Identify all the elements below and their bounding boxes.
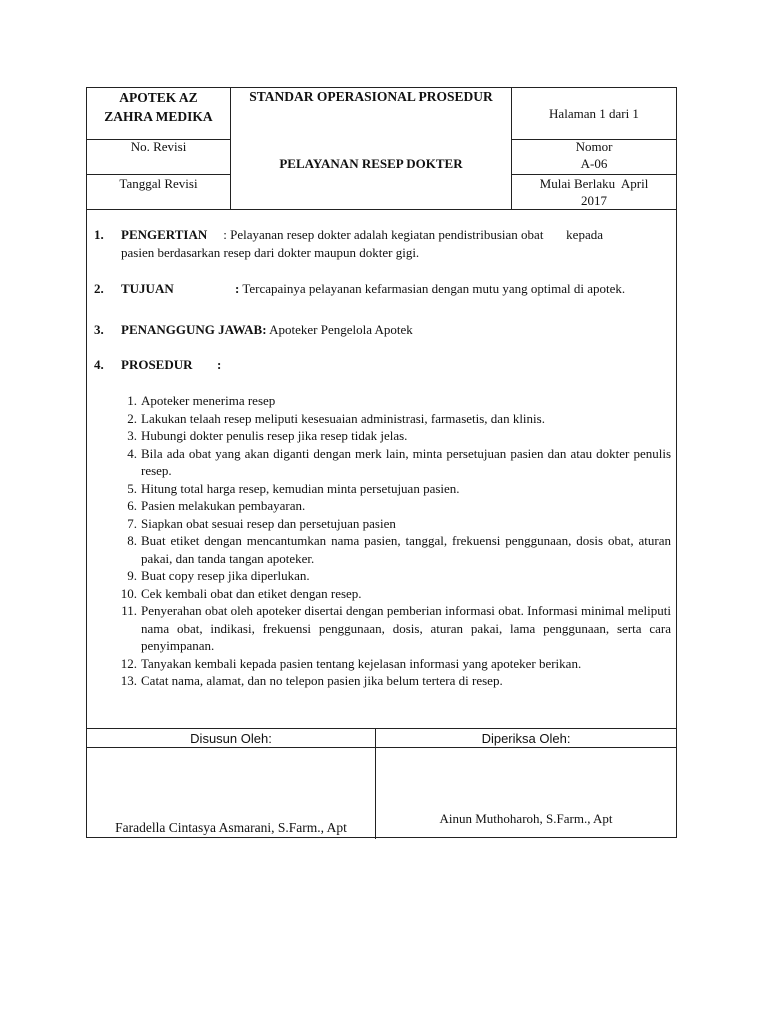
step-number: 5. [127, 480, 137, 496]
procedure-step [109, 445, 671, 480]
procedure-step [109, 480, 671, 498]
step-text: Siapkan obat sesuai resep dan persetujuan pasien [141, 515, 396, 531]
step-text: Catat nama, alamat, dan no telepon pasien jika belum tertera di resep. [141, 673, 503, 688]
sop-document [86, 87, 677, 838]
signature-divider [87, 747, 676, 748]
section-procedure [94, 356, 670, 374]
checked-by-name: Ainun Muthoharoh, S.Farm., Apt [439, 811, 613, 826]
procedure-step [109, 427, 671, 445]
header-table [87, 88, 676, 210]
number-value: A-06 [580, 156, 608, 171]
step-text: Buat etiket dengan mencantumkan nama pasien, tanggal, frekuensi penggunaan, dosis obat, aturan pakai, dan tanda tangan apoteker. [141, 533, 671, 566]
step-number: 13. [120, 673, 137, 688]
procedure-step [109, 585, 671, 603]
procedure-step [109, 655, 671, 673]
step-number: 6. [127, 498, 137, 513]
revision-date-label: Tanggal Revisi [119, 176, 198, 191]
section-text: Tercapainya pelayanan kefarmasian dengan mutu yang optimal di apotek. [242, 281, 626, 296]
step-text: Pasien melakukan pembayaran. [141, 498, 306, 513]
procedure-list [109, 392, 671, 690]
step-text: Lakukan telaah resep meliputi kesesuaian administrasi, farmasetis, dan klinis. [141, 410, 545, 426]
section-number: 1. [94, 227, 104, 242]
step-number: 10. [120, 585, 137, 601]
header-divider [230, 88, 231, 209]
prepared-by-name: Faradella Cintasya Asmarani, S.Farm., Apt [115, 820, 347, 835]
step-number: 2. [127, 410, 137, 426]
section-number: 3. [94, 322, 104, 337]
page-info: Halaman 1 dari 1 [549, 106, 639, 121]
step-text: Hubungi dokter penulis resep jika resep tidak jelas. [141, 428, 408, 443]
step-text: Apoteker menerima resep [141, 393, 276, 408]
sop-title: STANDAR OPERASIONAL PROSEDUR [249, 89, 493, 104]
prepared-by-label: Disusun Oleh: [190, 731, 272, 746]
procedure-step [109, 392, 671, 410]
section-text: Apoteker Pengelola Apotek [269, 322, 413, 337]
section-number: 2. [94, 281, 104, 296]
procedure-step [109, 515, 671, 533]
step-number: 9. [127, 568, 137, 583]
step-text: Bila ada obat yang akan diganti dengan merk lain, minta persetujuan pasien dan atau dokter penulis resep. [141, 445, 671, 478]
step-number: 11. [121, 603, 137, 618]
procedure-step [109, 532, 671, 567]
step-text: Cek kembali obat dan etiket dengan resep. [141, 585, 362, 601]
step-number: 12. [120, 655, 137, 671]
section-title: PENGERTIAN [121, 227, 208, 242]
signature-table [87, 728, 676, 839]
section-colon: : [217, 357, 222, 372]
checked-by-label: Diperiksa Oleh: [481, 731, 571, 746]
step-number: 3. [127, 428, 137, 443]
section-purpose [94, 280, 670, 298]
number-label: Nomor [575, 139, 613, 154]
procedure-step [109, 497, 671, 515]
section-title: PENANGGUNG JAWAB: [121, 322, 267, 337]
section-definition [94, 226, 670, 262]
revision-label: No. Revisi [130, 139, 187, 154]
effective-line-2: 2017 [581, 193, 607, 208]
step-text: Buat copy resep jika diperlukan. [141, 568, 310, 583]
procedure-title: PELAYANAN RESEP DOKTER [279, 156, 463, 171]
organization-name [87, 88, 230, 126]
section-colon: : [235, 281, 240, 296]
step-text: Hitung total harga resep, kemudian minta persetujuan pasien. [141, 480, 460, 496]
step-number: 7. [127, 515, 137, 531]
org-line-1: APOTEK AZ [119, 90, 198, 105]
step-text: Tanyakan kembali kepada pasien tentang kejelasan informasi yang apoteker berikan. [141, 655, 582, 671]
section-title: PROSEDUR [121, 357, 193, 372]
section-responsible [94, 321, 670, 339]
step-text: Penyerahan obat oleh apoteker disertai dengan pemberian informasi obat. Informasi minimal meliputi nama obat, indikasi, frekuensi penggunaan, dosis, aturan pakai, lama penggunaan, serta cara penyimpanan. [141, 603, 671, 653]
section-title: TUJUAN [121, 281, 174, 296]
step-number: 8. [127, 533, 137, 548]
procedure-step [109, 410, 671, 428]
procedure-step [109, 567, 671, 585]
effective-line-1: Mulai Berlaku April [539, 176, 649, 191]
section-number: 4. [94, 357, 104, 372]
procedure-step [109, 602, 671, 655]
procedure-step [109, 672, 671, 690]
step-number: 1. [127, 393, 137, 408]
section-text-continued: pasien berdasarkan resep dari dokter maupun dokter gigi. [121, 245, 420, 260]
org-line-2: ZAHRA MEDIKA [104, 109, 213, 124]
effective-date [512, 175, 676, 209]
section-text: : Pelayanan resep dokter adalah kegiatan pendistribusian obat kepada [223, 227, 603, 242]
document-number [512, 138, 676, 172]
step-number: 4. [127, 445, 137, 461]
